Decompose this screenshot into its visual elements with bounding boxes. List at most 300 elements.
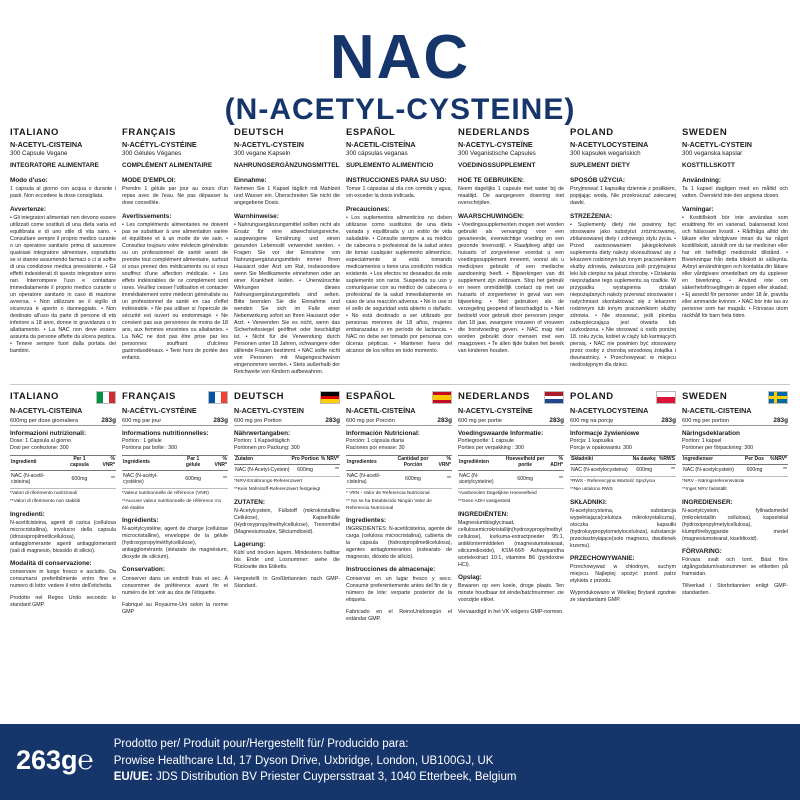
flag-icon-es [432, 391, 452, 404]
pack-weight: 283g [325, 416, 340, 424]
language-heading: FRANÇAIS [122, 390, 176, 402]
section-title: Ingrédients: [122, 517, 159, 525]
language-column-italiano [10, 127, 116, 376]
nutrition-note: *NRV-Ernährungs-Referenzwert [234, 478, 303, 484]
pack-weight: 283g [213, 416, 228, 424]
nutrition-table-subtitle [682, 438, 788, 452]
section-body: Prendre 1 gélule par jour au cours d'un repas avec de l'eau. Ne pas dépasser la dose conseillée. [122, 185, 228, 206]
section-title: Conservation: [122, 566, 165, 574]
language-heading: ITALIANO [10, 127, 59, 139]
nutrition-section-0 [346, 517, 452, 561]
subtitle-line: Portion: 1 Kapseltäglich [234, 437, 290, 444]
section-title: Modalità di conservazione: [10, 559, 92, 567]
section-body: N-acétylcystéine, agent de charge (cellulose microcristalline), enveloppe de la gélule (hydroxypropylméthylcellulose), antiagglomérants (stéarate de magnésium, dioxyde de silicium). [122, 526, 228, 561]
section-title: INGREDIENSER: [682, 498, 733, 506]
nutrition-note: **Valori di riferimento non stabiliti [10, 499, 81, 505]
nutrition-section-1 [10, 560, 116, 590]
subtitle-line: Porción: 1 cápsula diaria [346, 437, 405, 444]
table-header-1: Pro Portion [291, 455, 320, 465]
section-title: Varningar: [682, 205, 714, 213]
nutrition-column-poland [570, 391, 676, 623]
section-0 [458, 177, 564, 207]
table-row [682, 465, 788, 476]
table-row [346, 471, 452, 488]
table-cell-2: ** [657, 465, 676, 476]
nutrition-section-1 [682, 548, 788, 578]
subtitle-line: Dosi per confezione: 300 [10, 444, 69, 451]
section-title: Avertissements: [122, 212, 172, 220]
section-title: Precauciones: [346, 205, 390, 213]
subtitle-line: Porcje w opakowaniu: 300 [570, 444, 632, 451]
section-0 [682, 177, 788, 200]
section-body: Prodotto nel Regno Unito secondo lo standard GMP. [10, 595, 116, 609]
subtitle-line: Portiegrootte: 1 capsule [458, 437, 514, 444]
subtitle-line: Raciones por envase: 30 [346, 444, 405, 451]
section-title: Warnhinweise: [234, 212, 279, 220]
nutrition-section-2 [458, 609, 564, 616]
nutrition-table [570, 455, 676, 477]
product-name: N-ACETYLOCYSTEINA [570, 140, 649, 150]
supplement-type: KOSTTILLSKOTT [682, 162, 735, 170]
table-cell-0: NAC (N-Acetyl-Cystein) [234, 465, 291, 476]
product-name: N-ACETYL-CYSTEIN [682, 140, 752, 150]
subtitle-line: Portion: 1 kapsel [682, 437, 722, 444]
footer-line-2: Prowise Healthcare Ltd, 17 Dyson Drive, Uxbridge, London, UB100GJ, UK [113, 754, 494, 767]
section-title: SKŁADNIKI: [570, 498, 607, 506]
serving-row [570, 417, 676, 426]
section-1 [10, 206, 116, 355]
capsule-count: 300 Veganistische Capsules [458, 150, 536, 158]
nutrition-table-title: Informazioni nutrizionali: [10, 429, 86, 437]
pack-weight: 283g [661, 416, 676, 424]
nutrition-note: **Inget NRV fastställt [682, 487, 727, 493]
page-title [0, 0, 800, 127]
section-0 [234, 177, 340, 207]
nutrition-table-subtitle [234, 438, 340, 452]
language-flag-row [346, 391, 452, 404]
flag-icon-it [96, 391, 116, 404]
table-header-2: %RWS [657, 455, 676, 465]
section-title: Ingredienti: [10, 510, 45, 518]
nutrition-table-title: Voedingswaarde Informatie: [458, 429, 544, 437]
supplement-type: VOEDINGSSUPPLEMENT [458, 162, 536, 170]
section-body: Hergestellt in Großbritannien nach GMP-Standard. [234, 576, 340, 590]
product-name: N-ACETYL-CISTEINA [10, 140, 83, 150]
table-row [122, 471, 228, 488]
section-title: INGREDIËNTEN: [458, 510, 509, 518]
section-body: • Kosttillskott bör inte användas som ersättning för en varierad, balanserad kost och hälsosam livsstil. • Rådfråga alltid din läkare eller vårdgivare innan du tar något kosttillskott, särskilt om du tar mediciner eller har ett befintligt medicinskt tillstånd. • Biverkningar från detta tillskott är sällsynta. Avbryt användningen och kontakta din läkare eller vårdgivare omedelbart om du upplever en biverkning. • Använd inte om säkerhetsförseglingen är öppen eller skadad. • Ej avsedd för personer under 18 år, gravida eller ammande kvinnor. • NAC bör inte tas av personer som har magsår. • Förvaras utom räckhåll för barn hela tiden. [682, 215, 788, 320]
serving-size-text: 600 mg per portie [458, 417, 502, 424]
section-title: Modo d'uso: [10, 176, 48, 184]
nutrition-column-español [346, 391, 452, 623]
section-body: N-Acetylcystein, Füllstoff (mikrokristalline Cellulose), Kapselhülle (Hydroxypropylmethylcellulose), Trennmittel (Magnesiumsalze, Siliciumdioxid). [234, 507, 340, 535]
serving-row [10, 417, 116, 426]
section-body: N-acetylocysteina, substancja wypełniająca(celuloza mikrokrystaliczna), otoczka kapsułki (hydroksypropylometyloceluloza), substancje przeciwzbrylające(sole magnezu, dwutlenek krzemu). [570, 507, 676, 549]
nutrition-table [10, 455, 116, 489]
section-1 [570, 213, 676, 369]
nutrition-note: *Aanbevolen Dagelijkse Hoeveelheid [458, 490, 537, 496]
language-flag-row [10, 391, 116, 404]
language-heading: SWEDEN [682, 127, 728, 139]
supplement-type: COMPLÉMENT ALIMENTAIRE [122, 162, 213, 170]
nutrition-table-title: Informacje żywieniowe [570, 429, 640, 437]
table-header-2: % ADH* [547, 455, 564, 471]
table-cell-2: ** [434, 471, 452, 488]
section-body: • Voedingssupplementen mogen niet worden gebruikt als vervanging voor een gevarieerde, evenwichtige voeding en een gezonde levensstijl. • Raadpleeg altijd uw huisarts of zorgverlener voordat u een voedingssupplement inneemt, vooral als u medicijnen gebruikt of een medische aandoening heeft. • Bijwerkingen van dit supplement zijn zeldzaam. Stop het gebruik en neem onmiddellijk contact op met uw huisarts of zorgverlener in geval van een bijwerking. • Niet gebruiken als de verzegeling geopend of beschadigd is. • Niet bedoeld voor gebruik door personen jonger dan 18 jaar, zwangere vrouwen of vrouwen die borstvoeding geven. • NAC mag niet worden gebruikt door mensen met een maagzweer. • Te allen tijde buiten het bereik van kinderen houden. [458, 222, 564, 354]
section-title: Avvertenze: [10, 205, 46, 213]
language-heading: DEUTSCH [234, 390, 285, 402]
table-cell-0: NAC (N-acetylcysteïne) [458, 471, 504, 488]
language-columns-bottom [0, 385, 800, 623]
nutrition-note: **Nie ustalono RWS [570, 487, 613, 493]
subtitle-line: Portionen pro Packung: 300 [234, 444, 300, 451]
flag-icon-pl [656, 391, 676, 404]
language-column-poland [570, 127, 676, 376]
language-heading: FRANÇAIS [122, 127, 176, 139]
nutrition-table [234, 455, 340, 477]
capsule-count: 300 kapsułek wegańskich [570, 150, 641, 158]
nutrition-note: *RWS - Referencyjna Wartość Spożycia [570, 478, 656, 484]
product-name: N-ACETIL-CISTEÍNA [346, 140, 416, 150]
table-cell-2: ** [96, 471, 116, 488]
capsule-count: 300 Capsule Vegane [10, 150, 68, 158]
section-body: Fabriqué au Royaume-Uni selon la norme GMP [122, 601, 228, 615]
nutrition-column-italiano [10, 391, 116, 623]
section-body: • Los suplementos alimenticios no deben utilizarse como sustitutos de una dieta variada y equilibrada y un estilo de vida saludable. • Consulte siempre a su médico de cabecera o profesional de la salud antes de tomar cualquier suplemento alimenticio, especialmente si está tomando medicamentos o tiene una condición médica existente. • Los efectos no deseados de este suplemento son raros. Suspenda su uso y comuníquese con su médico de cabecera o profesional de la salud inmediatamente en caso de una reacción adversa. • No lo use si el sello de seguridad está abierto o dañado. • No está destinado a ser utilizado por personas menores de 18 años, mujeres embarazadas o en período de lactancia. • NAC no debe ser tomado por personas con úlceras pépticas. • Mantener fuera del alcance de los niños en todo momento. [346, 215, 452, 354]
table-cell-1: 600mg [63, 471, 96, 488]
table-row [10, 471, 116, 488]
table-row [458, 471, 564, 488]
section-body: Kühl und trocken lagern. Mindestens haltbar bis Ende und Losnummer: siehe die Rückseite des Etiketts. [234, 550, 340, 571]
section-body: Vervaardigd in het VK volgens GMP-normen. [458, 609, 564, 616]
section-0 [122, 177, 228, 207]
table-cell-0: NAC (N-acetil-cisteina) [10, 471, 63, 488]
nutrition-column-français [122, 391, 228, 623]
section-title: Lagerung: [234, 540, 266, 548]
nutrition-table-title: Nährwertangaben: [234, 429, 291, 437]
language-flag-row [234, 391, 340, 404]
nutrition-table-subtitle [346, 438, 452, 452]
pack-weight: 283g [549, 416, 564, 424]
serving-row [458, 417, 564, 426]
nutrition-note: **Kein Nährstoff-Referenzwert festgelegt [234, 487, 321, 493]
nutrition-table [682, 455, 788, 477]
nutrition-section-1 [122, 566, 228, 596]
nutrition-table-title: Información Nutricional: [346, 429, 420, 437]
capsule-count: 300 veganska kapslar [682, 150, 743, 158]
nutrition-section-2 [10, 595, 116, 609]
flag-icon-nl [544, 391, 564, 404]
supplement-type: SUPLEMENT DIETY [570, 162, 631, 170]
serving-size-text: 600 mg por Porción [346, 417, 395, 424]
nutrition-table-subtitle [458, 438, 564, 452]
nutrition-note: *Valeur nutritionnelle de référence (VNR) [122, 490, 209, 496]
table-cell-1: 600mg [631, 465, 657, 476]
nutrition-section-0 [570, 499, 676, 550]
section-body: Tillverkad i Storbritannien enligt GMP-standarden. [682, 583, 788, 597]
manufacturer-info [114, 736, 517, 786]
nutrition-note: **Geen ADH vastgesteld [458, 499, 511, 505]
table-cell-2: ** [547, 471, 564, 488]
section-body: Wyprodukowano w Wielkiej Brytanii zgodnie ze standardami GMP. [570, 590, 676, 604]
serving-size-text: 600 mg na porcję [570, 417, 614, 424]
table-header-1: Per 1 capsula [63, 455, 96, 471]
section-1 [458, 213, 564, 355]
product-name: N-ACETYL-CYSTEÏNE [458, 140, 533, 150]
language-heading: POLAND [570, 127, 614, 139]
table-cell-2: ** [320, 465, 340, 476]
table-header-2: % VNR* [96, 455, 116, 471]
nutrition-table-subtitle [122, 438, 228, 452]
section-body: • Suplementy diety nie powinny być stosowane jako substytut zróżnicowanej, zbilansowanej diety i zdrowego stylu życia. • Przed zastosowaniem jakiegokolwiek suplementu diety należy skonsultować się z lekarzem rodzinnym lub innym pracownikiem służby zdrowia, zwłaszcza jeśli przyjmujesz leki lub cierpisz na jakąś chorobę. • Działania niepożądane tego suplementu są rzadkie. W przypadku wystąpienia działań niepożądanych należy przerwać stosowanie i natychmiast skontaktować się z lekarzem rodzinnym lub innym pracownikiem służby zdrowia. • Nie stosować, jeśli plomba zabezpieczająca jest otwarta lub uszkodzona. • Nie stosować u osób poniżej 18. roku życia, kobiet w ciąży lub karmiących piersią. • NAC nie powinien być stosowany przez osoby z chorobą wrzodową żołądka i dwunastnicy. • Przechowywać w miejscu niedostępnym dla dzieci. [570, 222, 676, 368]
section-title: Opslag: [458, 573, 482, 581]
nutrition-table-title: Näringsdeklaration [682, 429, 740, 437]
subtitle-line: Dose: 1 Capsula al giorno [10, 437, 71, 444]
table-cell-2: ** [208, 471, 228, 488]
section-title: PRZECHOWYWANIE: [570, 554, 635, 562]
nutrition-note: *Valori di riferimento nutrizionali [10, 490, 78, 496]
flag-icon-de [320, 391, 340, 404]
table-header-0: Ingrediënten [458, 455, 504, 471]
section-body: N-acetylcystein, fyllnadsmedel (mikrokristallin cellulosa), kapselskal (hydroxipropylmetylcellulosa), klumpförebyggande medel (magnesiumstearat, kiseldioxid). [682, 507, 788, 542]
nutrition-section-0 [234, 499, 340, 536]
section-body: Magnesiumbisglycinaat, cellulosemicrokristallijn(hydroxypropylmethylcellulose), kurkuma-extractpoeder 95:1, antiklontermiddelen (magnesiumstearaat, siliciumdioxide), KSM-66® Ashwagandha wortelextract 10:1, vitamine B6 (pyridoxine HCl). [458, 519, 564, 568]
product-name: N-ACETYL-CYSTEIN [234, 140, 304, 150]
nutrition-section-0 [10, 511, 116, 555]
table-header-0: Zutaten [234, 455, 291, 465]
table-header-0: Ingredienser [682, 455, 743, 465]
section-title: WAARSCHUWINGEN: [458, 212, 525, 220]
section-body: Bewaren op een koele, droge plaats. Ten minste houdbaar tot einde/batchnummer: zie voorzijde etiket. [458, 583, 564, 604]
nutrition-column-nederlands [458, 391, 564, 623]
eu-label: EU/UE: [113, 771, 153, 784]
nutrition-section-0 [682, 499, 788, 543]
language-columns-top [0, 127, 800, 376]
section-title: STRZEŻENIA: [570, 212, 613, 220]
section-1 [682, 206, 788, 320]
section-body: Conserver dans un endroit frais et sec. À consommer de préférence avant fin et numéro de lot: voir au dos de l'étiquette. [122, 575, 228, 596]
table-cell-1: 600mg [291, 465, 320, 476]
table-cell-1: 600mg [743, 465, 767, 476]
table-header-0: Składniki [570, 455, 631, 465]
table-cell-1: 600mg [392, 471, 434, 488]
serving-size-text: 600 mg pro Portion [234, 417, 282, 424]
nutrition-section-2 [570, 590, 676, 604]
table-row [570, 465, 676, 476]
language-column-español [346, 127, 452, 376]
section-0 [570, 177, 676, 207]
section-title: ZUTATEN: [234, 498, 265, 506]
table-header-1: Cantidad por Porción [392, 455, 434, 471]
product-name: N-ACÉTYL-CYSTÉINE [122, 140, 197, 150]
nutrition-section-1 [346, 566, 452, 603]
nutrition-table [122, 455, 228, 489]
section-body: Conservar en un lugar fresco y seco. Consumir preferentemente antes del fin de y número de lote: verparte posterior de la etiqueta. [346, 575, 452, 603]
capsule-count: 300 vegane Kapseln [234, 150, 291, 158]
nutrition-table-subtitle [10, 438, 116, 452]
section-title: HOE TE GEBRUIKEN: [458, 176, 525, 184]
serving-row [122, 417, 228, 426]
subtitle-line: Portions par boîte : 300 [122, 444, 178, 451]
table-header-2: % NRV* [320, 455, 340, 465]
language-heading: ESPAÑOL [346, 390, 396, 402]
section-title: INSTRUCCIONES PARA SU USO: [346, 176, 447, 184]
language-flag-row [682, 391, 788, 404]
nutrition-section-2 [234, 576, 340, 590]
footer-line-3 [114, 769, 517, 786]
language-heading: NEDERLANDS [458, 390, 530, 402]
section-body: • Nahrungsergänzungsmittel sollten nicht als Ersatz für eine abwechslungsreiche, ausgewogene Ernährung und einen gesunden Lebensstil verwendet werden. • Fragen Sie vor der Einnahme von Nahrungsergänzungsmitteln immer Ihren Hausarzt oder Arzt um Rat, insbesondere wenn Sie Medikamente einnehmen oder an einer Krankheit leiden. • Unerwünschte Wirkungen dieses Nahrungsergänzungsmittels sind selten. Bitte beenden Sie die Einnahme und wenden Sie sich im Falle einer Nebenwirkung sofort an Ihren Hausarzt oder Arzt. • Verwenden Sie es nicht, wenn das Sicherheitssiegel geöffnet oder beschädigt ist. • Nicht für die Verwendung durch Personen unter 18 Jahren, schwangere oder stillende Frauen bestimmt. • NAC sollte nicht von Personen mit Magengeschwüren eingenommen werden. • Stets außerhalb der Reichweite von Kindern aufbewahren. [234, 222, 340, 375]
nutrition-section-2 [122, 602, 228, 616]
section-body: N-acetilcisteina, agenti di carica (cellulosa microcristallina), involucro della capsula (idrossipropilmetilcellulosa), antiagglomerante agenti antiagglomeranti (sali di magnesio, biossido di silicio). [10, 519, 116, 554]
section-body: 1 capsula al giorno con acqua o durante i pasti. Non eccedere la dose consigliata. [10, 185, 116, 199]
product-name: N-ACETYL-CISTEINA [10, 405, 83, 415]
section-title: Användning: [682, 176, 722, 184]
product-name: N-ACETYL-CYSTEIN [234, 405, 304, 415]
section-body: Przyjmować 1 kapsułkę dziennie z posiłkiem, popijając wodą. Nie przekraczać zalecanej dawki. [570, 185, 676, 206]
table-header-1: Per Dos [743, 455, 767, 465]
table-cell-1: 600mg [504, 471, 547, 488]
serving-size-text: 600 mg per portion [682, 417, 729, 424]
section-title: MODE D'EMPLOI: [122, 176, 176, 184]
section-title: SPOSÓB UŻYCIA: [570, 176, 626, 184]
section-title: Einnahme: [234, 176, 267, 184]
eu-address: JDS Distribution BV Priester Cuypersstraat 3, 1040 Etterbeek, Belgium [155, 771, 517, 784]
section-1 [234, 213, 340, 376]
language-heading: POLAND [570, 390, 614, 402]
product-name: N-ACETYLOCYSTEINA [570, 405, 649, 415]
table-header-1: Na dawkę [631, 455, 657, 465]
title-main: NAC [329, 23, 471, 92]
table-header-0: Ingrédients [122, 455, 178, 471]
language-column-nederlands [458, 127, 564, 376]
nutrition-note: **Aucune valeur nutritionnelle de référence n'a été établie [122, 499, 221, 511]
table-header-0: Ingredienti [10, 455, 63, 471]
serving-row [346, 417, 452, 426]
table-header-0: Ingredientes [346, 455, 392, 471]
nutrition-section-1 [458, 574, 564, 604]
nutrition-section-1 [234, 541, 340, 571]
supplement-type: INTEGRATORE ALIMENTARE [10, 162, 99, 170]
pack-weight: 283g [773, 416, 788, 424]
nutrition-table [346, 455, 452, 489]
language-heading: DEUTSCH [234, 127, 285, 139]
section-body: Ta 1 kapsel dagligen med en måltid och vatten. Överskrid inte den angivna dosen. [682, 185, 788, 199]
supplement-type: SUPLEMENTO ALIMENTICIO [346, 162, 434, 170]
table-cell-0: NAC (N-acetylcystein) [682, 465, 743, 476]
table-cell-1: 600mg [178, 471, 208, 488]
section-body: Neem dagelijks 1 capsule met water bij de maaltijd. De aangegeven dosering niet overschrijden. [458, 185, 564, 206]
section-body: • Les compléments alimentaires ne doivent pas se substituer à une alimentation variée et équilibrée et à un mode de vie sain. • Consultez toujours votre médecin généraliste ou un professionnel de santé avant de prendre tout complément alimentaire, surtout si vous prenez des médicaments ou si vous souffrez d'une affection médicale. • Les effets indésirables de ce complément sont rares. Veuillez cesser l'utilisation et contacter immédiatement votre médecin généraliste ou un professionnel de santé en cas d'effet indésirable. • Ne pas utiliser si l'opercule de sécurité est ouvert ou endommagé. • Ne convient pas aux personnes de moins de 18 ans, aux femmes enceintes ou allaitantes. • La NAC ne doit pas être prise par les personnes souffrant d'ulcères gastroduodénaux. • Tenir hors de portée des enfants. [122, 222, 228, 361]
net-weight: 263g℮ [16, 745, 94, 776]
section-body: Förvara svalt och torrt. Bäst före utgångsdatum/satsnummer: se etiketten på framsidan. [682, 557, 788, 578]
nutrition-section-1 [570, 555, 676, 585]
nutrition-table-subtitle [570, 438, 676, 452]
section-0 [346, 177, 452, 200]
product-name: N-ACETIL-CISTEINA [682, 405, 752, 415]
pack-weight: 283g [437, 416, 452, 424]
section-body: Fabricado en el ReinoUnidosegún el estándar GMP. [346, 608, 452, 622]
section-body: • Gli integratori alimentari non devono essere utilizzati come sostituti di una dieta varia ed equilibrata e di uno stile di vita sano. • Consultare sempre il proprio medico curante o un operatore sanitario prima di assumere qualsiasi integratore alimentare, soprattutto se si stanno assumendo farmaci o ci si soffre di una condizione medica preesistente. • Gli effetti indesiderati di questo integratore sono rari. Interrompere l'uso e contattare immediatamente il proprio medico curante o un operatore sanitario in caso di reazione avversa. • Non utilizzare se il sigillo di sicurezza è aperto o danneggiato. • Non destinato all'uso da parte di persone di età inferiore a 18 anni, donne in gravidanza o in allattamento. • La NAC non deve essere assunta da persone affette da ulcera peptica. • Tenere sempre fuori dalla portata dei bambini. [10, 215, 116, 354]
nutrition-section-0 [458, 511, 564, 569]
subtitle-line: Porties per verpakking : 300 [458, 444, 524, 451]
table-header-1: Hoeveelheid per portie [504, 455, 547, 471]
language-column-sweden [682, 127, 788, 376]
capsule-count: 300 Gélules Véganes [122, 150, 182, 158]
table-header-2: % VRN* [434, 455, 452, 471]
nutrition-column-sweden [682, 391, 788, 623]
section-1 [122, 213, 228, 362]
subtitle-line: Portioner per förpackning: 300 [682, 444, 754, 451]
title-subtitle: (N-ACETYL-CYSTEINE) [224, 93, 576, 127]
table-row [234, 465, 340, 476]
language-flag-row [570, 391, 676, 404]
language-heading: SWEDEN [682, 390, 728, 402]
pack-weight: 283g [101, 416, 116, 424]
nutrition-section-2 [682, 583, 788, 597]
nutrition-note: * VRN - Valor de Referencia Nutricional [346, 490, 430, 496]
table-cell-0: NAC (N-acétyl-cystéine) [122, 471, 178, 488]
table-header-2: % VNR* [208, 455, 228, 471]
serving-size-text: 600 mg par jour [122, 417, 162, 424]
section-1 [346, 206, 452, 355]
serving-row [234, 417, 340, 426]
language-heading: ITALIANO [10, 390, 59, 402]
nutrition-note: *NRV - Näringsreferensvärde [682, 478, 745, 484]
language-heading: NEDERLANDS [458, 127, 530, 139]
product-name: N-ACETIL-CISTEÍNA [346, 405, 416, 415]
subtitle-line: Porcja: 1 kapsułka [570, 437, 614, 444]
section-body: Nehmen Sie 1 Kapsel täglich mit Mahlzeit und Wasser ein. Überschreiten Sie nicht die angegebene Dosis. [234, 185, 340, 206]
section-title: FÖRVARING: [682, 547, 722, 555]
nutrition-section-0 [122, 517, 228, 561]
table-header-2: %NRV* [766, 455, 788, 465]
capsule-count: 300 cápsulas veganas [346, 150, 408, 158]
product-name: N-ACETYL-CYSTEÏNE [458, 405, 533, 415]
footer-line-1: Prodotto per/ Produit pour/Hergestellt für/ Producido para: [113, 737, 409, 750]
table-cell-0: NAC (N-acetil-cisteína) [346, 471, 392, 488]
language-heading: ESPAÑOL [346, 127, 396, 139]
nutrition-note: ** No se ha Establecido Ningún Valor de Referencia Nutricional [346, 499, 432, 511]
nutrition-column-deutsch [234, 391, 340, 623]
serving-size-text: 600mg per dose giornaliera [10, 417, 79, 424]
flag-icon-se [768, 391, 788, 404]
flag-icon-fr [208, 391, 228, 404]
section-body: Przechowywać w chłodnym, suchym miejscu. Najlepiej spożyć przed: patrz etykieta z przodu. [570, 564, 676, 585]
subtitle-line: Portion : 1 gélule [122, 437, 162, 444]
language-flag-row [122, 391, 228, 404]
product-name: N-ACÉTYL-CYSTÉINE [122, 405, 197, 415]
language-flag-row [458, 391, 564, 404]
table-cell-0: NAC (N-acetylocysteina) [570, 465, 631, 476]
section-body: conservare in luogo fresco e asciutto. Da consumarsi preferibilmente entro fine e numero di lotto: vedere il retro dell'etichetta. [10, 569, 116, 590]
nutrition-section-2 [346, 609, 452, 623]
footer-bar [0, 724, 800, 800]
section-title: Ingredientes: [346, 517, 387, 525]
nutrition-table-title: Informations nutritionnelles: [122, 429, 209, 437]
supplement-type: NAHRUNGSERGÄNZUNGSMITTEL [234, 162, 340, 170]
language-column-français [122, 127, 228, 376]
nutrition-table [458, 455, 564, 489]
table-cell-2: ** [766, 465, 788, 476]
section-body: Tomar 1 cápsulas al día con comida y agua, sin exceder la dosis indicada. [346, 185, 452, 199]
section-0 [10, 177, 116, 200]
language-column-deutsch [234, 127, 340, 376]
table-header-1: Par 1 gélule [178, 455, 208, 471]
section-title: Instrucciones de almacenaje: [346, 566, 436, 574]
section-body: INGREDIENTES: N-acetilcisteína, agente de carga (celulosa microcristalina), cubierta de la cápsula (hidroxipropilmetilcelulosa), agentes antiaglomerantes (estearato de magnesio, dióxido de silicio). [346, 526, 452, 561]
serving-row [682, 417, 788, 426]
